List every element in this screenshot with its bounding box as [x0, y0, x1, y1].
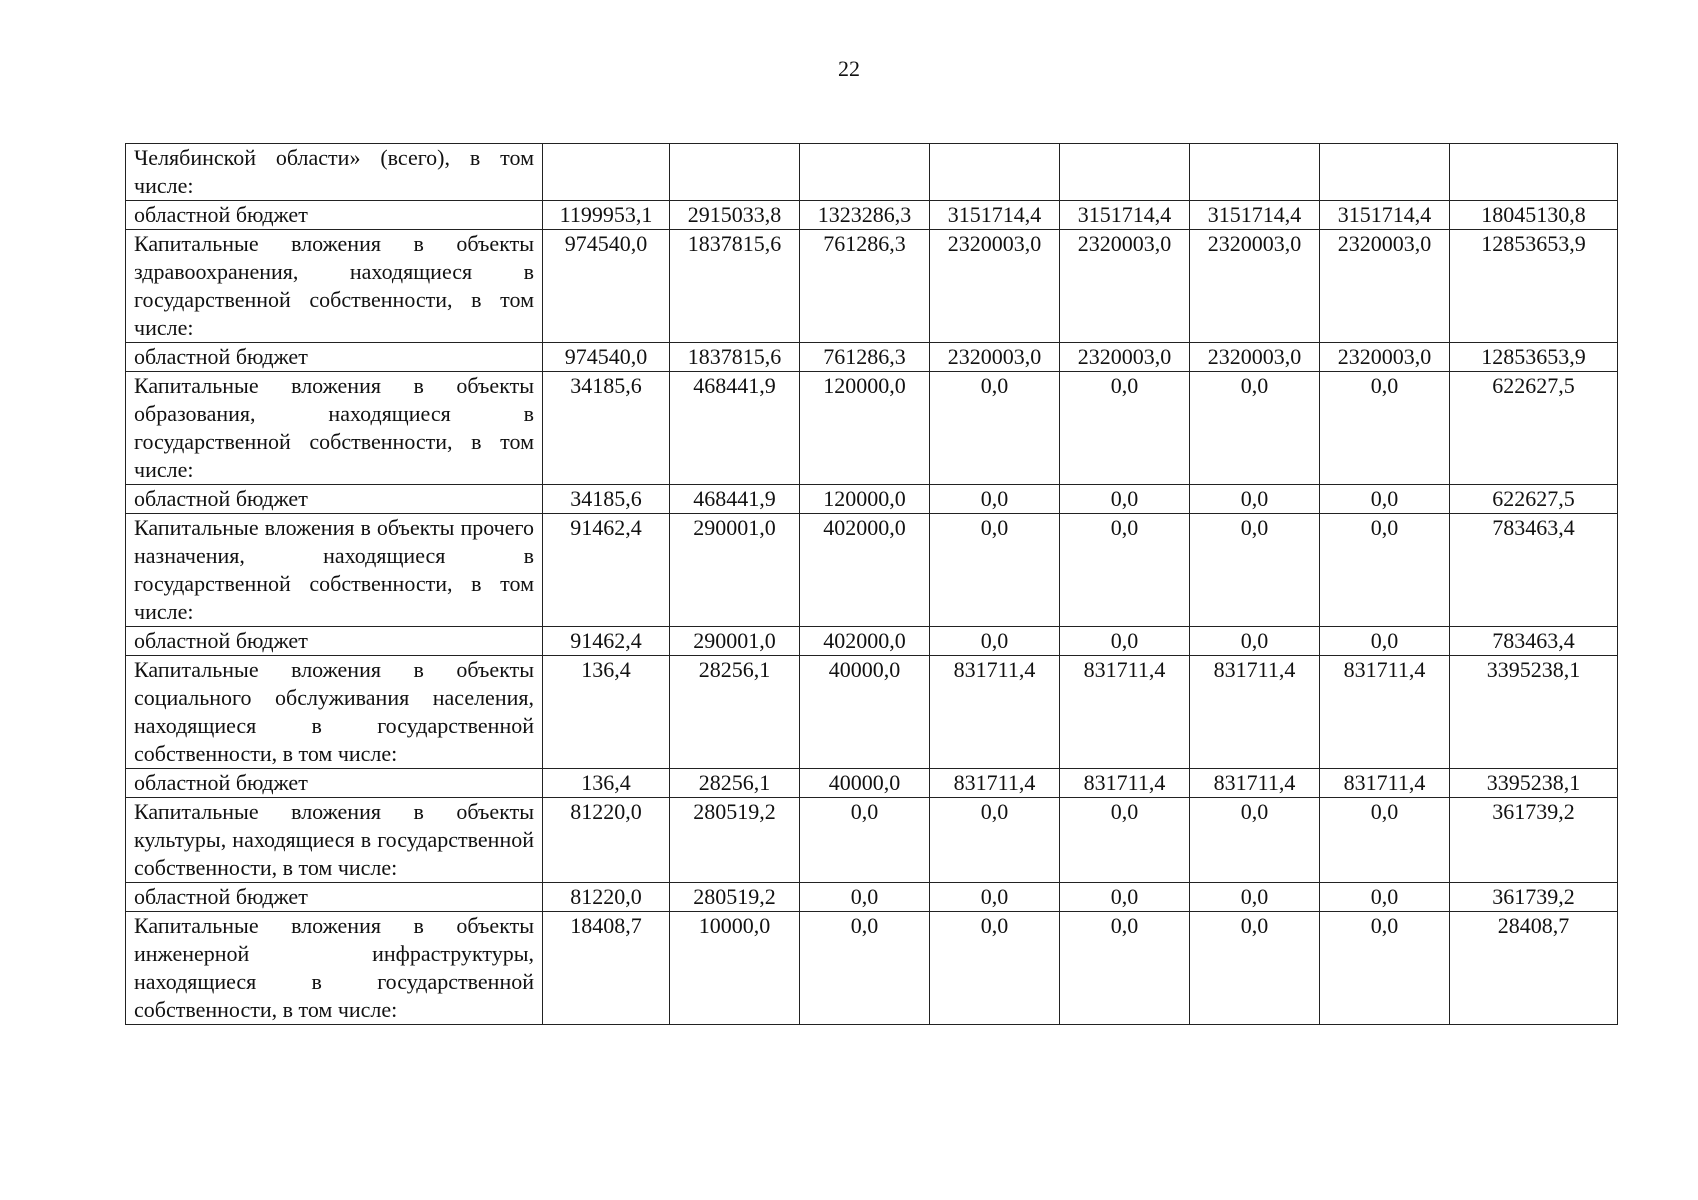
value-cell: 3151714,4: [1190, 201, 1320, 230]
total-value-cell: 3395238,1: [1450, 656, 1618, 769]
value-cell: 831711,4: [1320, 769, 1450, 798]
value-cell: 0,0: [1190, 883, 1320, 912]
total-value-cell: 361739,2: [1450, 883, 1618, 912]
value-cell: 0,0: [1320, 627, 1450, 656]
value-cell: 1837815,6: [670, 230, 800, 343]
total-value-cell: [1450, 144, 1618, 201]
total-value-cell: 783463,4: [1450, 627, 1618, 656]
table-row-category: [126, 144, 1618, 201]
value-cell: 0,0: [1190, 627, 1320, 656]
value-cell: 0,0: [1320, 912, 1450, 1025]
table-row-regional-budget: [126, 769, 1618, 798]
value-cell: 3151714,4: [1060, 201, 1190, 230]
value-cell: 2320003,0: [1320, 230, 1450, 343]
value-cell: 831711,4: [1190, 656, 1320, 769]
table-row-category: [126, 230, 1618, 343]
budget-table: [125, 143, 1618, 1025]
value-cell: 290001,0: [670, 627, 800, 656]
value-cell: 974540,0: [543, 230, 670, 343]
value-cell: 2320003,0: [1190, 230, 1320, 343]
value-cell: 761286,3: [800, 230, 930, 343]
value-cell: 1199953,1: [543, 201, 670, 230]
value-cell: 91462,4: [543, 627, 670, 656]
value-cell: 468441,9: [670, 372, 800, 485]
total-value-cell: 622627,5: [1450, 485, 1618, 514]
table-row-regional-budget: [126, 201, 1618, 230]
value-cell: 136,4: [543, 769, 670, 798]
value-cell: 120000,0: [800, 372, 930, 485]
table-row-category: [126, 656, 1618, 769]
value-cell: 1323286,3: [800, 201, 930, 230]
value-cell: 0,0: [1060, 485, 1190, 514]
value-cell: 402000,0: [800, 627, 930, 656]
value-cell: [543, 144, 670, 201]
value-cell: 0,0: [1190, 372, 1320, 485]
total-value-cell: 12853653,9: [1450, 230, 1618, 343]
value-cell: 40000,0: [800, 769, 930, 798]
value-cell: 2320003,0: [930, 230, 1060, 343]
total-value-cell: 12853653,9: [1450, 343, 1618, 372]
table-row-regional-budget: [126, 883, 1618, 912]
row-label: Капитальные вложения в объекты культуры, находящиеся в государственной собственности, в том числе:: [126, 798, 543, 883]
value-cell: 81220,0: [543, 798, 670, 883]
value-cell: 81220,0: [543, 883, 670, 912]
value-cell: 0,0: [1060, 514, 1190, 627]
value-cell: 831711,4: [1060, 656, 1190, 769]
row-label: Капитальные вложения в объекты социального обслуживания населения, находящиеся в государственной собственности, в том числе:: [126, 656, 543, 769]
value-cell: 0,0: [1060, 798, 1190, 883]
value-cell: 0,0: [930, 485, 1060, 514]
row-label: областной бюджет: [126, 627, 543, 656]
value-cell: [1320, 144, 1450, 201]
table-row-category: [126, 798, 1618, 883]
row-label: областной бюджет: [126, 769, 543, 798]
value-cell: 0,0: [1320, 485, 1450, 514]
value-cell: 0,0: [1190, 912, 1320, 1025]
value-cell: [800, 144, 930, 201]
total-value-cell: 361739,2: [1450, 798, 1618, 883]
value-cell: 468441,9: [670, 485, 800, 514]
total-value-cell: 18045130,8: [1450, 201, 1618, 230]
row-label: Капитальные вложения в объекты инженерной инфраструктуры, находящиеся в государственной собственности, в том числе:: [126, 912, 543, 1025]
value-cell: 40000,0: [800, 656, 930, 769]
value-cell: 831711,4: [1320, 656, 1450, 769]
value-cell: 0,0: [930, 372, 1060, 485]
value-cell: 28256,1: [670, 656, 800, 769]
value-cell: 0,0: [800, 883, 930, 912]
page-number: 22: [838, 56, 860, 81]
value-cell: 18408,7: [543, 912, 670, 1025]
value-cell: 0,0: [800, 912, 930, 1025]
value-cell: 3151714,4: [1320, 201, 1450, 230]
value-cell: 0,0: [1060, 912, 1190, 1025]
total-value-cell: 783463,4: [1450, 514, 1618, 627]
row-label: областной бюджет: [126, 883, 543, 912]
value-cell: 831711,4: [930, 656, 1060, 769]
table-row-category: [126, 514, 1618, 627]
value-cell: 831711,4: [1060, 769, 1190, 798]
value-cell: 2915033,8: [670, 201, 800, 230]
table-row-regional-budget: [126, 343, 1618, 372]
value-cell: 831711,4: [1190, 769, 1320, 798]
value-cell: 831711,4: [930, 769, 1060, 798]
value-cell: 2320003,0: [1060, 230, 1190, 343]
value-cell: 3151714,4: [930, 201, 1060, 230]
row-label: Капитальные вложения в объекты здравоохранения, находящиеся в государственной собственности, в том числе:: [126, 230, 543, 343]
value-cell: 0,0: [930, 514, 1060, 627]
value-cell: [670, 144, 800, 201]
row-label: Капитальные вложения в объекты образования, находящиеся в государственной собственности, в том числе:: [126, 372, 543, 485]
value-cell: 0,0: [930, 912, 1060, 1025]
value-cell: 0,0: [1190, 485, 1320, 514]
row-label: Челябинской области» (всего), в том числе:: [126, 144, 543, 201]
value-cell: 974540,0: [543, 343, 670, 372]
value-cell: [1060, 144, 1190, 201]
value-cell: 34185,6: [543, 485, 670, 514]
total-value-cell: 3395238,1: [1450, 769, 1618, 798]
row-label: областной бюджет: [126, 201, 543, 230]
value-cell: 0,0: [1190, 798, 1320, 883]
value-cell: 0,0: [1060, 372, 1190, 485]
value-cell: 10000,0: [670, 912, 800, 1025]
row-label: областной бюджет: [126, 343, 543, 372]
row-label: областной бюджет: [126, 485, 543, 514]
value-cell: 2320003,0: [930, 343, 1060, 372]
value-cell: 136,4: [543, 656, 670, 769]
value-cell: 280519,2: [670, 798, 800, 883]
value-cell: 0,0: [1320, 514, 1450, 627]
value-cell: 120000,0: [800, 485, 930, 514]
value-cell: 402000,0: [800, 514, 930, 627]
value-cell: 1837815,6: [670, 343, 800, 372]
value-cell: 0,0: [1320, 883, 1450, 912]
table-row-regional-budget: [126, 627, 1618, 656]
value-cell: 0,0: [1320, 798, 1450, 883]
total-value-cell: 622627,5: [1450, 372, 1618, 485]
value-cell: 28256,1: [670, 769, 800, 798]
table-body: [126, 144, 1618, 1025]
value-cell: 761286,3: [800, 343, 930, 372]
value-cell: [1190, 144, 1320, 201]
value-cell: 0,0: [800, 798, 930, 883]
value-cell: 91462,4: [543, 514, 670, 627]
value-cell: 0,0: [1060, 883, 1190, 912]
value-cell: 280519,2: [670, 883, 800, 912]
value-cell: 0,0: [930, 883, 1060, 912]
value-cell: 2320003,0: [1320, 343, 1450, 372]
table-row-category: [126, 372, 1618, 485]
value-cell: 2320003,0: [1190, 343, 1320, 372]
value-cell: 290001,0: [670, 514, 800, 627]
value-cell: 0,0: [1190, 514, 1320, 627]
value-cell: 34185,6: [543, 372, 670, 485]
value-cell: 0,0: [930, 627, 1060, 656]
value-cell: 0,0: [930, 798, 1060, 883]
row-label: Капитальные вложения в объекты прочего назначения, находящиеся в государственной собственности, в том числе:: [126, 514, 543, 627]
value-cell: 2320003,0: [1060, 343, 1190, 372]
value-cell: [930, 144, 1060, 201]
table-row-regional-budget: [126, 485, 1618, 514]
value-cell: 0,0: [1060, 627, 1190, 656]
total-value-cell: 28408,7: [1450, 912, 1618, 1025]
table-row-category: [126, 912, 1618, 1025]
value-cell: 0,0: [1320, 372, 1450, 485]
